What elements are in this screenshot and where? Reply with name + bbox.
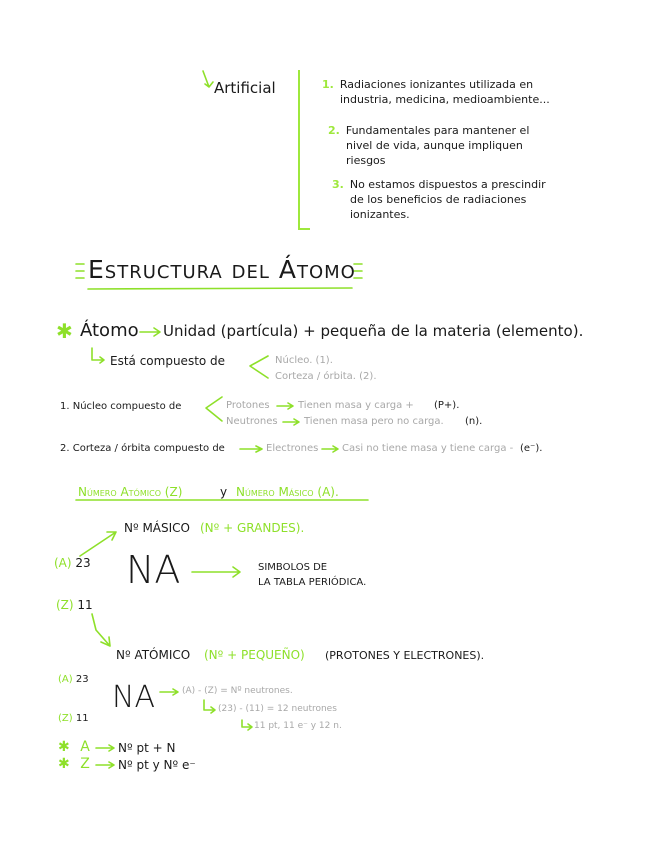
neutrones-desc: Tienen masa pero no carga. <box>304 416 444 427</box>
masico-arrow-icon <box>80 532 116 556</box>
simbolos-arrow-icon <box>192 567 240 577</box>
top-item-2-num: 2. <box>328 124 340 137</box>
artificial-arrow-icon <box>203 71 213 87</box>
diagram2-z-label: (Z) 11 <box>58 713 89 724</box>
diagram1-z-label: (Z) 11 <box>56 598 93 612</box>
simbolos-line1: SIMBOLOS DE <box>258 562 328 573</box>
nucleo-label: 1. Núcleo compuesto de <box>60 401 182 412</box>
neutrones-arrow-icon <box>283 419 299 425</box>
top-item-2-line1: Fundamentales para mantener el <box>345 124 530 137</box>
corteza-label: 2. Corteza / órbita compuesto de <box>60 443 225 454</box>
artificial-label: Artificial <box>214 79 276 97</box>
atomo-arrow-icon <box>140 328 160 336</box>
calc1-arrow-icon <box>160 689 178 695</box>
masico-note: (Nº + GRANDES). <box>200 521 305 535</box>
summary-a-key: A <box>80 739 90 755</box>
corteza-arrow-icon <box>240 446 262 452</box>
summary-a-value: Nº pt + N <box>118 741 176 755</box>
calc3-arrow-icon <box>242 720 252 730</box>
electrones-desc: Casi no tiene masa y tiene carga - <box>342 443 514 454</box>
atomico-label: Nº ATÓMICO <box>116 648 191 662</box>
calc-line1: (A) - (Z) = Nº neutrones. <box>182 686 293 696</box>
electrones-label: Electrones <box>266 443 319 454</box>
title-underline <box>88 288 352 289</box>
summary-z <box>58 756 90 772</box>
title-mark-left <box>76 264 84 278</box>
top-divider-foot <box>298 228 310 230</box>
top-item-3-line1: No estamos dispuestos a prescindir <box>349 178 546 191</box>
protones-symbol: (P+). <box>434 400 460 411</box>
compuesto-label: Está compuesto de <box>110 354 226 368</box>
atomico-note: (Nº + PEQUEÑO) <box>204 648 305 662</box>
top-item-1-line1: Radiaciones ionizantes utilizada en <box>339 78 534 91</box>
top-item-1 <box>322 77 550 107</box>
top-item-2-line3: riesgos <box>346 154 386 167</box>
electrones-symbol: (e⁻). <box>520 443 543 454</box>
summary-z-key: Z <box>80 756 90 772</box>
top-item-3-line3: ionizantes. <box>350 208 410 221</box>
neutrones-symbol: (n). <box>465 416 483 427</box>
top-item-1-line2: industria, medicina, medioambiente... <box>340 93 550 106</box>
atomo-definition: Unidad (partícula) + pequeña de la materia (elemento). <box>163 322 584 340</box>
compuesto-arrow-icon <box>92 348 104 363</box>
calc-line2: (23) - (11) = 12 neutrones <box>218 704 337 714</box>
summary-a-star-icon: ✱ <box>58 739 70 755</box>
top-item-2 <box>328 123 529 168</box>
summary-z-value: Nº pt y Nº e⁻ <box>118 758 196 772</box>
top-item-3 <box>332 177 546 222</box>
subtitle-numero-atomico: Número Atómico (Z) <box>78 485 183 499</box>
summary-z-arrow-icon <box>96 762 114 768</box>
subtitle-y: y <box>220 485 228 499</box>
summary-a <box>58 739 90 755</box>
masico-label: Nº MÁSICO <box>124 521 190 535</box>
part-corteza: Corteza / órbita. (2). <box>275 371 377 382</box>
protones-arrow-icon <box>277 403 293 409</box>
nucleo-bracket <box>206 397 222 421</box>
summary-z-star-icon: ✱ <box>58 756 70 772</box>
atomico-note2: (PROTONES Y ELECTRONES). <box>325 649 485 662</box>
protones-label: Protones <box>226 400 270 411</box>
neutrones-label: Neutrones <box>226 416 278 427</box>
top-item-1-num: 1. <box>322 78 334 91</box>
diagram2-a-label: (A) 23 <box>58 674 89 685</box>
diagram1-symbol: NA <box>126 548 181 592</box>
page-title: Estructura del Átomo <box>88 255 356 284</box>
atomo-star-icon: ✱ <box>56 319 73 343</box>
part-nucleo: Núcleo. (1). <box>275 355 333 366</box>
parts-bracket <box>250 356 268 378</box>
simbolos-line2: LA TABLA PERIÓDICA. <box>258 577 367 588</box>
top-item-3-line2: de los beneficios de radiaciones <box>350 193 527 206</box>
top-item-3-num: 3. <box>332 178 344 191</box>
top-divider-line <box>298 70 300 230</box>
diagram2-symbol: NA <box>112 680 155 715</box>
atomico-arrow-icon <box>92 614 110 646</box>
diagram1-a-label: (A) 23 <box>54 556 91 570</box>
calc-line3: 11 pt, 11 e⁻ y 12 n. <box>254 721 342 731</box>
atomo-term: Átomo <box>80 320 139 341</box>
protones-desc: Tienen masa y carga + <box>298 400 414 411</box>
summary-a-arrow-icon <box>96 745 114 751</box>
top-item-2-line2: nivel de vida, aunque impliquen <box>346 139 523 152</box>
subtitle-numero-masico: Número Másico (A). <box>236 485 339 499</box>
electrones-arrow-icon <box>322 446 338 452</box>
calc2-arrow-icon <box>204 700 215 713</box>
